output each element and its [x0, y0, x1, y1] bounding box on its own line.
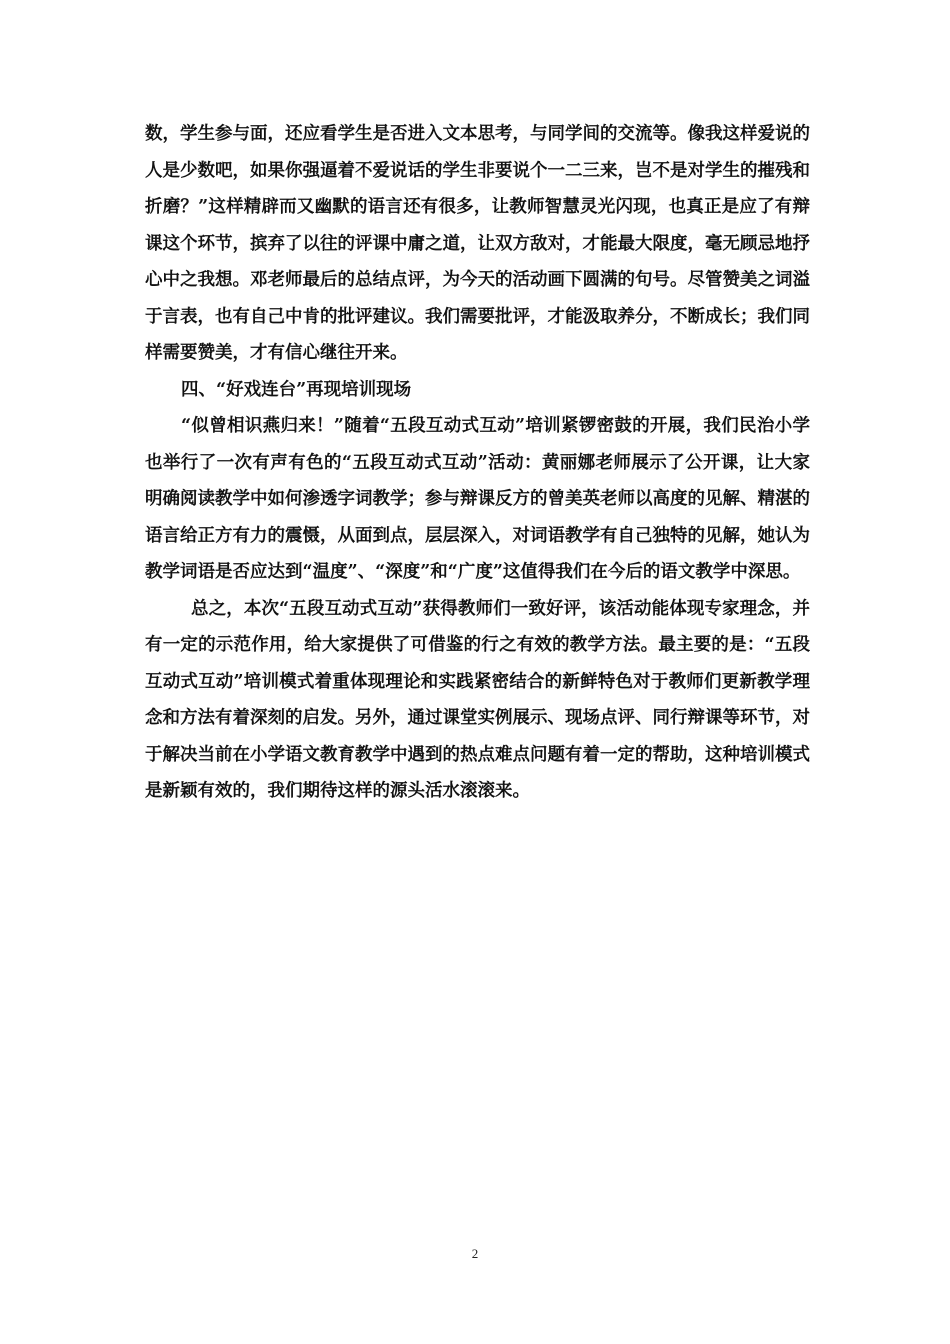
document-body [145, 116, 810, 810]
paragraph-activity: “似曾相识燕归来！”随着“五段互动式互动”培训紧锣密鼓的开展，我们民治小学也举行了一次有声有色的“五段互动式互动”活动：黄丽娜老师展示了公开课，让大家明确阅读教学中如何渗透字词教学；参与辩课反方的曾美英老师以高度的见解、精湛的语言给正方有力的震慑，从面到点，层层深入，对词语教学有自己独特的见解，她认为教学词语是否应达到“温度”、“深度”和“广度”这值得我们在今后的语文教学中深思。 [145, 416, 810, 582]
paragraph-continuation: 数，学生参与面，还应看学生是否进入文本思考，与同学间的交流等。像我这样爱说的人是少数吧，如果你强逼着不爱说话的学生非要说个一二三来，岂不是对学生的摧残和折磨？”这样精辟而又幽默的语言还有很多，让教师智慧灵光闪现，也真正是应了有辩课这个环节，摈弃了以往的评课中庸之道，让双方敌对，才能最大限度，毫无顾忌地抒心中之我想。邓老师最后的总结点评，为今天的活动画下圆满的句号。尽管赞美之词溢于言表，也有自己中肯的批评建议。我们需要批评，才能汲取养分，不断成长；我们同样需要赞美，才有信心继往开来。 [145, 124, 810, 363]
page-number: 2 [471, 1246, 479, 1261]
section-heading: 四、“好戏连台”再现培训现场 [181, 379, 412, 400]
paragraph-summary: 总之，本次“五段互动式互动”获得教师们一致好评，该活动能体现专家理念，并有一定的示范作用，给大家提供了可借鉴的行之有效的教学方法。最主要的是：“五段互动式互动”培训模式着重体现理论和实践紧密结合的新鲜特色对于教师们更新教学理念和方法有着深刻的启发。另外，通过课堂实例展示、现场点评、同行辩课等环节，对于解决当前在小学语文教育教学中遇到的热点难点问题有着一定的帮助，这种培训模式是新颖有效的，我们期待这样的源头活水滚滚来。 [145, 598, 810, 801]
